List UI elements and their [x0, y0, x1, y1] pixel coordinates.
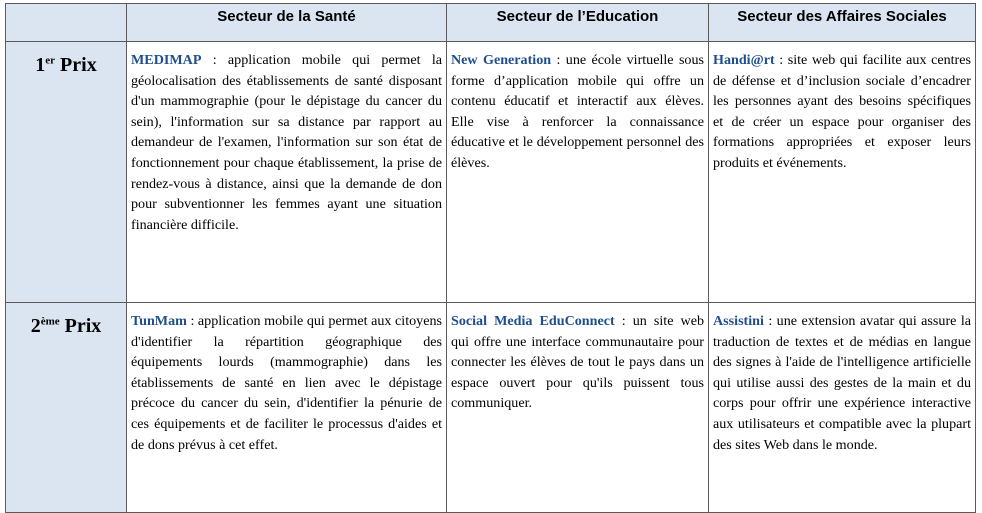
prize-suffix: ème [40, 315, 60, 328]
header-affaires-sociales: Secteur des Affaires Sociales [709, 4, 976, 42]
prize-suffix: er [45, 54, 56, 67]
project-description: : application mobile qui permet aux citoyens d'identifier la répartition géographique des équipements lourds (mammographie) dans les établissements de santé en lien avec le dépistage précoce du cancer du sein, d'identifier la pénurie de ces équipements et de faciliter le processus d'aides et de dons prévus à cet effet. [131, 313, 442, 453]
project-name: Handi@rt [713, 52, 775, 68]
cell-education-1 [447, 42, 709, 303]
table-row [6, 303, 976, 513]
prize-word: Prix [55, 54, 97, 76]
prize-number: 2 [30, 315, 41, 337]
cell-affaires-sociales-2 [709, 303, 976, 513]
prize-table [5, 3, 976, 513]
prize-label-2 [6, 303, 127, 513]
cell-education-2 [447, 303, 709, 513]
project-description: : une école virtuelle sous forme d’application mobile qui offre un contenu éducatif et interactif aux élèves. Elle vise à renforcer la connaissance éducative et le développement personnel des élèves. [451, 52, 705, 171]
header-row [6, 4, 976, 42]
header-education: Secteur de l’Education [447, 4, 709, 42]
header-sante: Secteur de la Santé [127, 4, 447, 42]
project-description: : application mobile qui permet la géolocalisation des établissements de santé disposant d'un mammographie (pour le dépistage du cancer du sein), l'information sur sa distance par rapport au demandeur de l'examen, l'information sur son état de fonctionnement pour chaque établissement, la prise de rendez-vous à distance, ainsi que la demande de don pour subventionner les femmes ayant une situation financière difficile. [131, 52, 442, 233]
prize-word: Prix [59, 315, 102, 337]
project-description: : site web qui facilite aux centres de défense et d’inclusion sociale d’encadrer les personnes ayant des besoins spécifiques et de créer un espace pour organiser des formations appropriées et exposer leurs produits et événements. [713, 52, 971, 171]
cell-sante-2 [127, 303, 447, 513]
project-name: Social Media EduConnect [451, 313, 615, 329]
project-description: : un site web qui offre une interface communautaire pour connecter les élèves de tout le pays dans un espace ouvert pour qu'ils puissent tous communiquer. [451, 313, 704, 412]
prize-label-1 [6, 42, 127, 303]
project-name: MEDIMAP [131, 52, 202, 68]
corner-cell [6, 4, 127, 42]
cell-affaires-sociales-1 [709, 42, 976, 303]
project-name: Assistini [713, 313, 764, 329]
prize-number: 1 [35, 54, 46, 76]
cell-sante-1 [127, 42, 447, 303]
project-description: : une extension avatar qui assure la traduction de textes et de médias en langue des signes à l'aide de l'intelligence artificielle qui utilise aussi des gestes de la main et du corps pour offrir une expérience interactive aux utilisateurs et compatible avec la plupart des sites Web dans le monde. [713, 313, 971, 453]
project-name: TunMam [131, 313, 187, 329]
table-row [6, 42, 976, 303]
project-name: New Generation [451, 52, 552, 68]
